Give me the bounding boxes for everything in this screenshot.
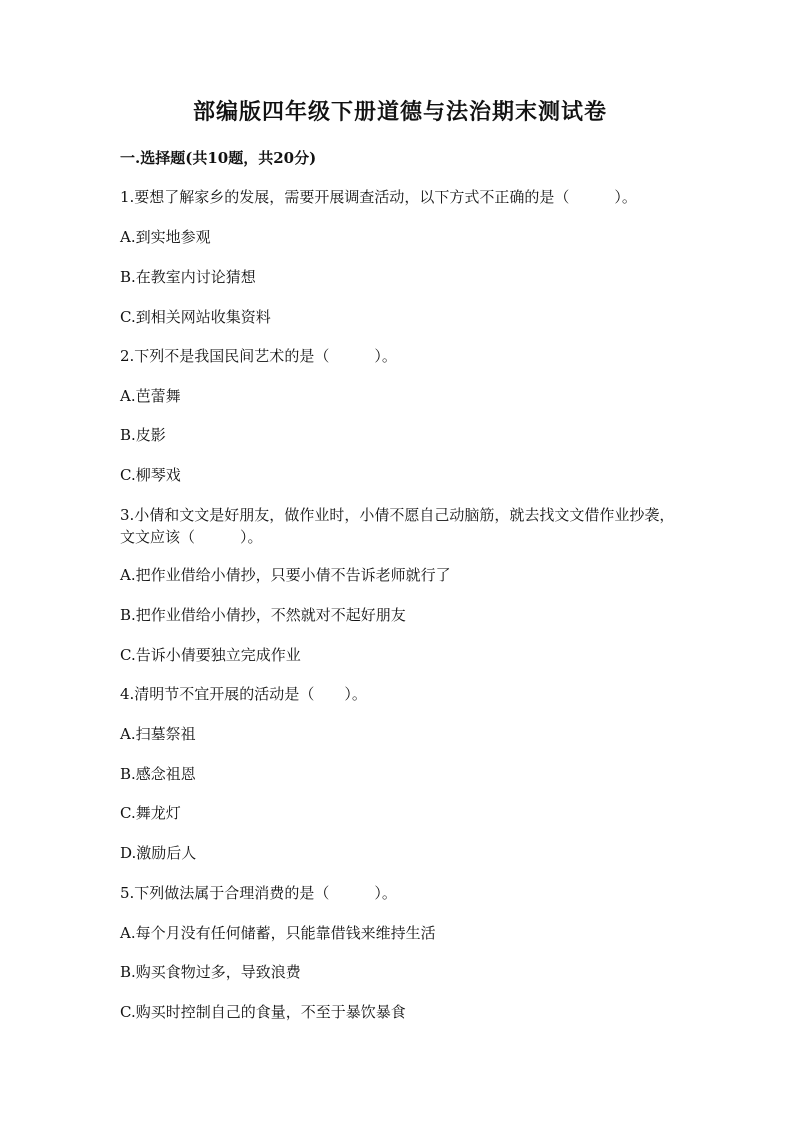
- page-title: 部编版四年级下册道德与法治期末测试卷: [192, 99, 607, 125]
- question-1-stem: 1.要想了解家乡的发展，需要开展调查活动，以下方式不正确的是（ ）。: [120, 188, 637, 206]
- question-5-stem: 5.下列做法属于合理消费的是（ ）。: [120, 884, 397, 902]
- question-4-stem: 4.清明节不宜开展的活动是（ ）。: [120, 685, 367, 703]
- question-1-option-b: B.在教室内讨论猜想: [120, 268, 256, 286]
- section-heading: 一.选择题(共10题，共20分): [120, 149, 317, 167]
- question-3-option-a: A.把作业借给小倩抄，只要小倩不告诉老师就行了: [120, 566, 451, 584]
- question-3-option-b: B.把作业借给小倩抄，不然就对不起好朋友: [120, 606, 406, 624]
- question-5-option-a: A.每个月没有任何储蓄，只能靠借钱来维持生活: [120, 924, 436, 942]
- question-4-option-c: C.舞龙灯: [120, 804, 181, 822]
- question-4-option-b: B.感念祖恩: [120, 765, 196, 783]
- question-4-option-a: A.扫墓祭祖: [120, 725, 196, 743]
- question-2-option-c: C.柳琴戏: [120, 466, 181, 484]
- question-1-option-a: A.到实地参观: [120, 228, 211, 246]
- question-3-stem: 3.小倩和文文是好朋友，做作业时，小倩不愿自己动脑筋，就去找文文借作业抄袭，文文应该（ ）。: [120, 506, 675, 546]
- question-2-stem: 2.下列不是我国民间艺术的是（ ）。: [120, 347, 397, 365]
- question-5-option-b: B.购买食物过多，导致浪费: [120, 963, 301, 981]
- question-2-option-b: B.皮影: [120, 426, 166, 444]
- question-4-option-d: D.激励后人: [120, 844, 197, 862]
- question-5-option-c: C.购买时控制自己的食量，不至于暴饮暴食: [120, 1003, 406, 1021]
- question-2-option-a: A.芭蕾舞: [120, 387, 181, 405]
- question-3-option-c: C.告诉小倩要独立完成作业: [120, 646, 301, 664]
- question-1-option-c: C.到相关网站收集资料: [120, 308, 271, 326]
